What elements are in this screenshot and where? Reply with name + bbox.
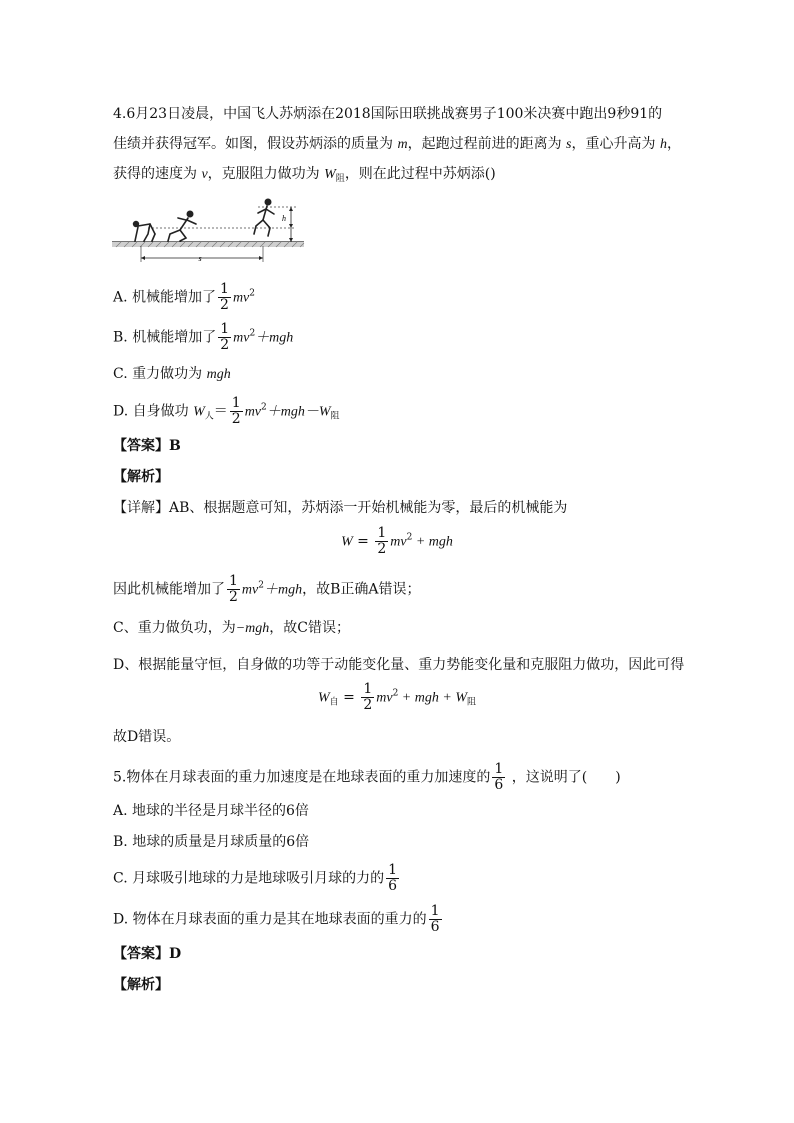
q4-option-a: [113, 282, 255, 313]
fraction-one-half: [375, 526, 388, 557]
frac-num: 1: [220, 321, 230, 337]
sup-2: 2: [261, 402, 267, 413]
runner-mid-icon: [168, 211, 196, 242]
var-v: v: [201, 167, 208, 182]
frac-den: 6: [388, 878, 398, 894]
term-mgh: mgh: [206, 367, 231, 382]
fraction-one-half: [218, 322, 231, 353]
var-s: s: [566, 137, 572, 152]
q4-stem-text: ，: [666, 136, 681, 152]
fraction-one-half: [230, 396, 243, 427]
frac-den: 2: [377, 541, 387, 557]
frac-num: 1: [377, 525, 387, 541]
q4-stem-text: ，重心升高为: [571, 136, 660, 152]
equals-sign: =: [338, 689, 360, 706]
var-w: W: [455, 690, 467, 706]
q5-option-c: [113, 863, 401, 894]
q4-equation-2: [0, 682, 794, 713]
sup-2: 2: [406, 532, 413, 543]
frac-den: 2: [220, 337, 230, 353]
term-mgh: ＋mgh－: [266, 404, 319, 420]
term-mv: mv: [233, 330, 250, 346]
sup-2: 2: [258, 580, 264, 591]
term-mgh: ＋mgh: [255, 330, 294, 346]
term-mv: mv: [390, 534, 407, 550]
frac-den: 2: [229, 589, 238, 605]
q4-option-d: [113, 396, 340, 427]
frac-den: 6: [430, 919, 440, 935]
q4-analysis-title: 【解析】: [113, 469, 169, 485]
q4-answer: 【答案】B: [113, 438, 181, 454]
option-label: C. 重力做功为: [113, 366, 207, 382]
q4-stem-text: 4.6月23日凌晨，中国飞人苏炳添在2018国际田联挑战赛男子100米决赛中跑出9秒91的: [113, 106, 663, 122]
detail-text: C、重力做负功，为: [113, 620, 236, 636]
frac-num: 1: [388, 862, 398, 878]
fraction-one-sixth: [492, 762, 505, 793]
q5-option-d: [113, 904, 444, 935]
q4-stem-text: 佳绩并获得冠军。如图，假设苏炳添的质量为: [113, 136, 398, 152]
sup-2: 2: [249, 288, 255, 299]
term-mv: mv: [244, 404, 262, 420]
subscript-zu: 阻: [335, 174, 345, 184]
q4-stem-text: ，起跑过程前进的距离为: [407, 136, 567, 152]
equals-sign: ＝: [213, 403, 228, 420]
q4-stem-line-1: [113, 104, 662, 124]
q4-stem-text: 获得的速度为: [113, 166, 202, 182]
q4-detail-line-4: D、根据能量守恒，自身做的功等于动能变化量、重力势能变化量和克服阻力做功，因此可得: [113, 657, 685, 673]
q4-stem-line-3: [113, 164, 496, 189]
sup-2: 2: [249, 328, 256, 339]
fraction-one-half: [361, 682, 374, 713]
q4-stem-text: ，克服阻力做功为: [207, 166, 325, 182]
q4-equation-1: [0, 526, 794, 557]
term-mv: mv: [376, 690, 393, 706]
var-w: W: [193, 404, 205, 420]
subscript-ren: 人: [204, 411, 214, 422]
term-neg-mgh: −mgh: [235, 621, 270, 636]
runner-upright-icon: [254, 199, 274, 237]
q5-stem-text: 5.物体在月球表面的重力加速度是在地球表面的重力加速度的: [113, 769, 491, 786]
var-m: m: [397, 137, 408, 152]
fraction-one-sixth: [429, 904, 442, 935]
equals-sign: =: [352, 533, 374, 550]
detail-text: ，故C错误；: [269, 620, 350, 636]
var-w: W: [317, 690, 330, 706]
q4-detail-line-5: 故D错误。: [113, 729, 181, 745]
frac-den: 2: [220, 297, 229, 313]
option-label: B. 机械能增加了: [113, 329, 217, 346]
frac-num: 1: [363, 681, 373, 697]
q5-answer: 【答案】D: [113, 946, 182, 962]
q4-detail-line-3: [113, 618, 350, 639]
fraction-one-half: [227, 574, 240, 605]
frac-num: 1: [494, 761, 504, 777]
frac-den: 2: [231, 411, 241, 427]
q4-option-b: [113, 322, 293, 353]
q4-option-c: [113, 364, 231, 385]
fraction-one-sixth: [386, 863, 399, 894]
option-label: A. 机械能增加了: [113, 289, 217, 306]
var-w: W: [324, 167, 336, 182]
var-h: h: [659, 137, 667, 152]
sup-2: 2: [392, 688, 399, 699]
fraction-one-half: [218, 282, 231, 313]
frac-num: 1: [430, 903, 440, 919]
q5-stem: [113, 762, 621, 793]
option-label: D. 物体在月球表面的重力是其在地球表面的重力的: [113, 911, 427, 928]
runner-crouch-icon: [133, 221, 155, 241]
sprinter-figure: [108, 196, 308, 268]
var-w: W: [341, 534, 353, 550]
detail-text: ，故B正确A错误；: [302, 581, 421, 598]
subscript-zu: 阻: [466, 697, 476, 708]
detail-text: 因此机械能增加了: [113, 581, 225, 598]
subscript-zi: 自: [329, 697, 339, 708]
frac-num: 1: [229, 573, 238, 589]
option-label: D. 自身做功: [113, 403, 194, 420]
q5-option-a: A. 地球的半径是月球半径的6倍: [113, 803, 309, 819]
frac-den: 2: [363, 697, 373, 713]
term-mgh: + mgh +: [398, 690, 456, 706]
term-mgh: ＋mgh: [263, 582, 303, 598]
q4-detail-line-1: 【详解】AB、根据题意可知，苏炳添一开始机械能为零，最后的机械能为: [113, 500, 568, 516]
term-mgh: + mgh: [412, 534, 453, 550]
q5-stem-text: ，这说明了( ): [507, 769, 621, 786]
q5-analysis-title: 【解析】: [113, 977, 169, 993]
label-s: s: [198, 254, 202, 263]
label-h: h: [282, 214, 286, 223]
var-w: W: [318, 404, 331, 420]
term-mv: mv: [241, 582, 259, 598]
frac-den: 6: [494, 777, 504, 793]
term-mv: mv: [232, 290, 250, 306]
q5-option-b: B. 地球的质量是月球质量的6倍: [113, 834, 310, 850]
q4-detail-line-2: [113, 574, 421, 605]
q4-stem-line-2: [113, 134, 681, 155]
frac-num: 1: [231, 395, 241, 411]
option-label: C. 月球吸引地球的力是地球吸引月球的力的: [113, 870, 385, 887]
frac-num: 1: [220, 281, 229, 297]
q4-stem-text: ，则在此过程中苏炳添(): [344, 166, 496, 182]
subscript-zu: 阻: [330, 411, 340, 422]
